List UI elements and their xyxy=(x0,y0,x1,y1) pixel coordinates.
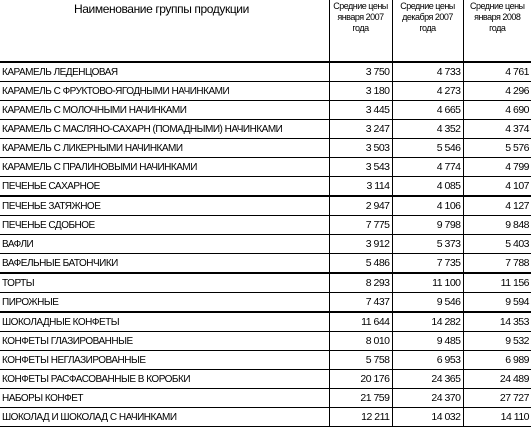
table-row xyxy=(0,332,531,351)
price-jan-2007: 3 114 xyxy=(329,177,392,197)
price-jan-2007: 3 912 xyxy=(329,235,392,254)
table-row xyxy=(0,254,531,274)
price-dec-2007: 11 100 xyxy=(392,273,463,293)
price-jan-2007: 21 759 xyxy=(329,389,392,408)
product-group-name: ШОКОЛАДНЫЕ КОНФЕТЫ xyxy=(0,312,329,332)
price-dec-2007: 4 106 xyxy=(392,196,463,216)
table-row xyxy=(0,235,531,254)
table-row xyxy=(0,293,531,313)
price-dec-2007: 4 085 xyxy=(392,177,463,197)
price-jan-2007: 8 293 xyxy=(329,273,392,293)
price-jan-2007: 20 176 xyxy=(329,370,392,389)
product-group-name: КАРАМЕЛЬ С МОЛОЧНЫМИ НАЧИНКАМИ xyxy=(0,101,329,120)
table-header xyxy=(0,0,531,62)
price-jan-2007: 3 247 xyxy=(329,120,392,139)
price-dec-2007: 4 273 xyxy=(392,82,463,101)
price-jan-2008: 4 127 xyxy=(463,196,531,216)
product-group-name: НАБОРЫ КОНФЕТ xyxy=(0,389,329,408)
price-dec-2007: 4 352 xyxy=(392,120,463,139)
header-line: года xyxy=(393,23,463,34)
price-jan-2008: 9 532 xyxy=(463,332,531,351)
product-group-name: КАРАМЕЛЬ ЛЕДЕНЦОВАЯ xyxy=(0,62,329,82)
product-group-name: ТОРТЫ xyxy=(0,273,329,293)
price-jan-2008: 4 799 xyxy=(463,158,531,177)
price-dec-2007: 5 546 xyxy=(392,139,463,158)
price-jan-2008: 4 761 xyxy=(463,62,531,82)
product-group-name: КОНФЕТЫ НЕГЛАЗИРОВАННЫЕ xyxy=(0,351,329,370)
price-dec-2007: 6 953 xyxy=(392,351,463,370)
product-group-name: КОНФЕТЫ ГЛАЗИРОВАННЫЕ xyxy=(0,332,329,351)
price-jan-2008: 24 489 xyxy=(463,370,531,389)
price-dec-2007: 9 546 xyxy=(392,293,463,313)
table-row xyxy=(0,177,531,197)
table-row xyxy=(0,62,531,82)
product-group-name: ШОКОЛАД И ШОКОЛАД С НАЧИНКАМИ xyxy=(0,408,329,427)
price-dec-2007: 4 774 xyxy=(392,158,463,177)
header-line: января 2007 года xyxy=(330,12,392,34)
header-line: января 2008 xyxy=(464,12,531,23)
product-group-name: ВАФЕЛЬНЫЕ БАТОНЧИКИ xyxy=(0,254,329,274)
price-jan-2007: 2 947 xyxy=(329,196,392,216)
table-row xyxy=(0,273,531,293)
price-jan-2008: 11 156 xyxy=(463,273,531,293)
price-jan-2007: 11 644 xyxy=(329,312,392,332)
price-dec-2007: 9 485 xyxy=(392,332,463,351)
price-jan-2008: 9 594 xyxy=(463,293,531,313)
product-group-name: ПЕЧЕНЬЕ САХАРНОЕ xyxy=(0,177,329,197)
product-group-name: ПЕЧЕНЬЕ ЗАТЯЖНОЕ xyxy=(0,196,329,216)
header-line: Средние цены xyxy=(393,1,463,12)
header-row xyxy=(0,0,531,62)
table-row xyxy=(0,312,531,332)
product-group-name: КАРАМЕЛЬ С ЛИКЕРНЫМИ НАЧИНКАМИ xyxy=(0,139,329,158)
price-jan-2007-header xyxy=(329,0,392,62)
price-jan-2007: 3 750 xyxy=(329,62,392,82)
price-dec-2007: 7 735 xyxy=(392,254,463,274)
product-group-header: Наименование группы продукции xyxy=(0,0,329,62)
price-dec-2007: 14 282 xyxy=(392,312,463,332)
product-group-name: ВАФЛИ xyxy=(0,235,329,254)
product-group-name: ПИРОЖНЫЕ xyxy=(0,293,329,313)
price-jan-2008: 27 727 xyxy=(463,389,531,408)
table-row xyxy=(0,216,531,235)
price-jan-2008: 9 848 xyxy=(463,216,531,235)
price-jan-2007: 3 180 xyxy=(329,82,392,101)
table-row xyxy=(0,101,531,120)
price-dec-2007: 4 665 xyxy=(392,101,463,120)
price-jan-2007: 5 758 xyxy=(329,351,392,370)
product-group-name: КОНФЕТЫ РАСФАСОВАННЫЕ В КОРОБКИ xyxy=(0,370,329,389)
table-row xyxy=(0,158,531,177)
price-jan-2008: 14 110 xyxy=(463,408,531,427)
price-jan-2008: 7 788 xyxy=(463,254,531,274)
price-dec-2007: 24 370 xyxy=(392,389,463,408)
product-group-name: ПЕЧЕНЬЕ СДОБНОЕ xyxy=(0,216,329,235)
header-line: декабря 2007 xyxy=(393,12,463,23)
price-dec-2007: 24 365 xyxy=(392,370,463,389)
price-dec-2007: 4 733 xyxy=(392,62,463,82)
price-jan-2008: 5 576 xyxy=(463,139,531,158)
table-row xyxy=(0,139,531,158)
table-row xyxy=(0,389,531,408)
table-row xyxy=(0,120,531,139)
product-group-name: КАРАМЕЛЬ С МАСЛЯНО-САХАРН (ПОМАДНЫМИ) НАЧИНКАМИ xyxy=(0,120,329,139)
header-line: Средние цены xyxy=(330,1,392,12)
product-group-name: КАРАМЕЛЬ С ФРУКТОВО-ЯГОДНЫМИ НАЧИНКАМИ xyxy=(0,82,329,101)
table-row xyxy=(0,351,531,370)
price-jan-2007: 5 486 xyxy=(329,254,392,274)
product-group-name: КАРАМЕЛЬ С ПРАЛИНОВЫМИ НАЧИНКАМИ xyxy=(0,158,329,177)
price-jan-2008-header xyxy=(463,0,531,62)
table-row xyxy=(0,196,531,216)
header-line: Средние цены xyxy=(464,1,531,12)
price-jan-2007: 3 445 xyxy=(329,101,392,120)
table-row xyxy=(0,370,531,389)
price-jan-2007: 7 775 xyxy=(329,216,392,235)
table-row xyxy=(0,82,531,101)
table-row xyxy=(0,408,531,427)
header-line: года xyxy=(464,23,531,34)
price-jan-2008: 4 374 xyxy=(463,120,531,139)
price-jan-2008: 14 353 xyxy=(463,312,531,332)
price-jan-2007: 3 503 xyxy=(329,139,392,158)
price-dec-2007: 9 798 xyxy=(392,216,463,235)
price-jan-2007: 3 543 xyxy=(329,158,392,177)
table-body xyxy=(0,62,531,427)
price-jan-2007: 8 010 xyxy=(329,332,392,351)
price-jan-2008: 5 403 xyxy=(463,235,531,254)
price-jan-2008: 4 690 xyxy=(463,101,531,120)
price-jan-2007: 12 211 xyxy=(329,408,392,427)
price-dec-2007: 14 032 xyxy=(392,408,463,427)
price-jan-2008: 4 296 xyxy=(463,82,531,101)
price-dec-2007-header xyxy=(392,0,463,62)
price-jan-2007: 7 437 xyxy=(329,293,392,313)
price-dec-2007: 5 373 xyxy=(392,235,463,254)
price-jan-2008: 4 107 xyxy=(463,177,531,197)
price-jan-2008: 6 989 xyxy=(463,351,531,370)
